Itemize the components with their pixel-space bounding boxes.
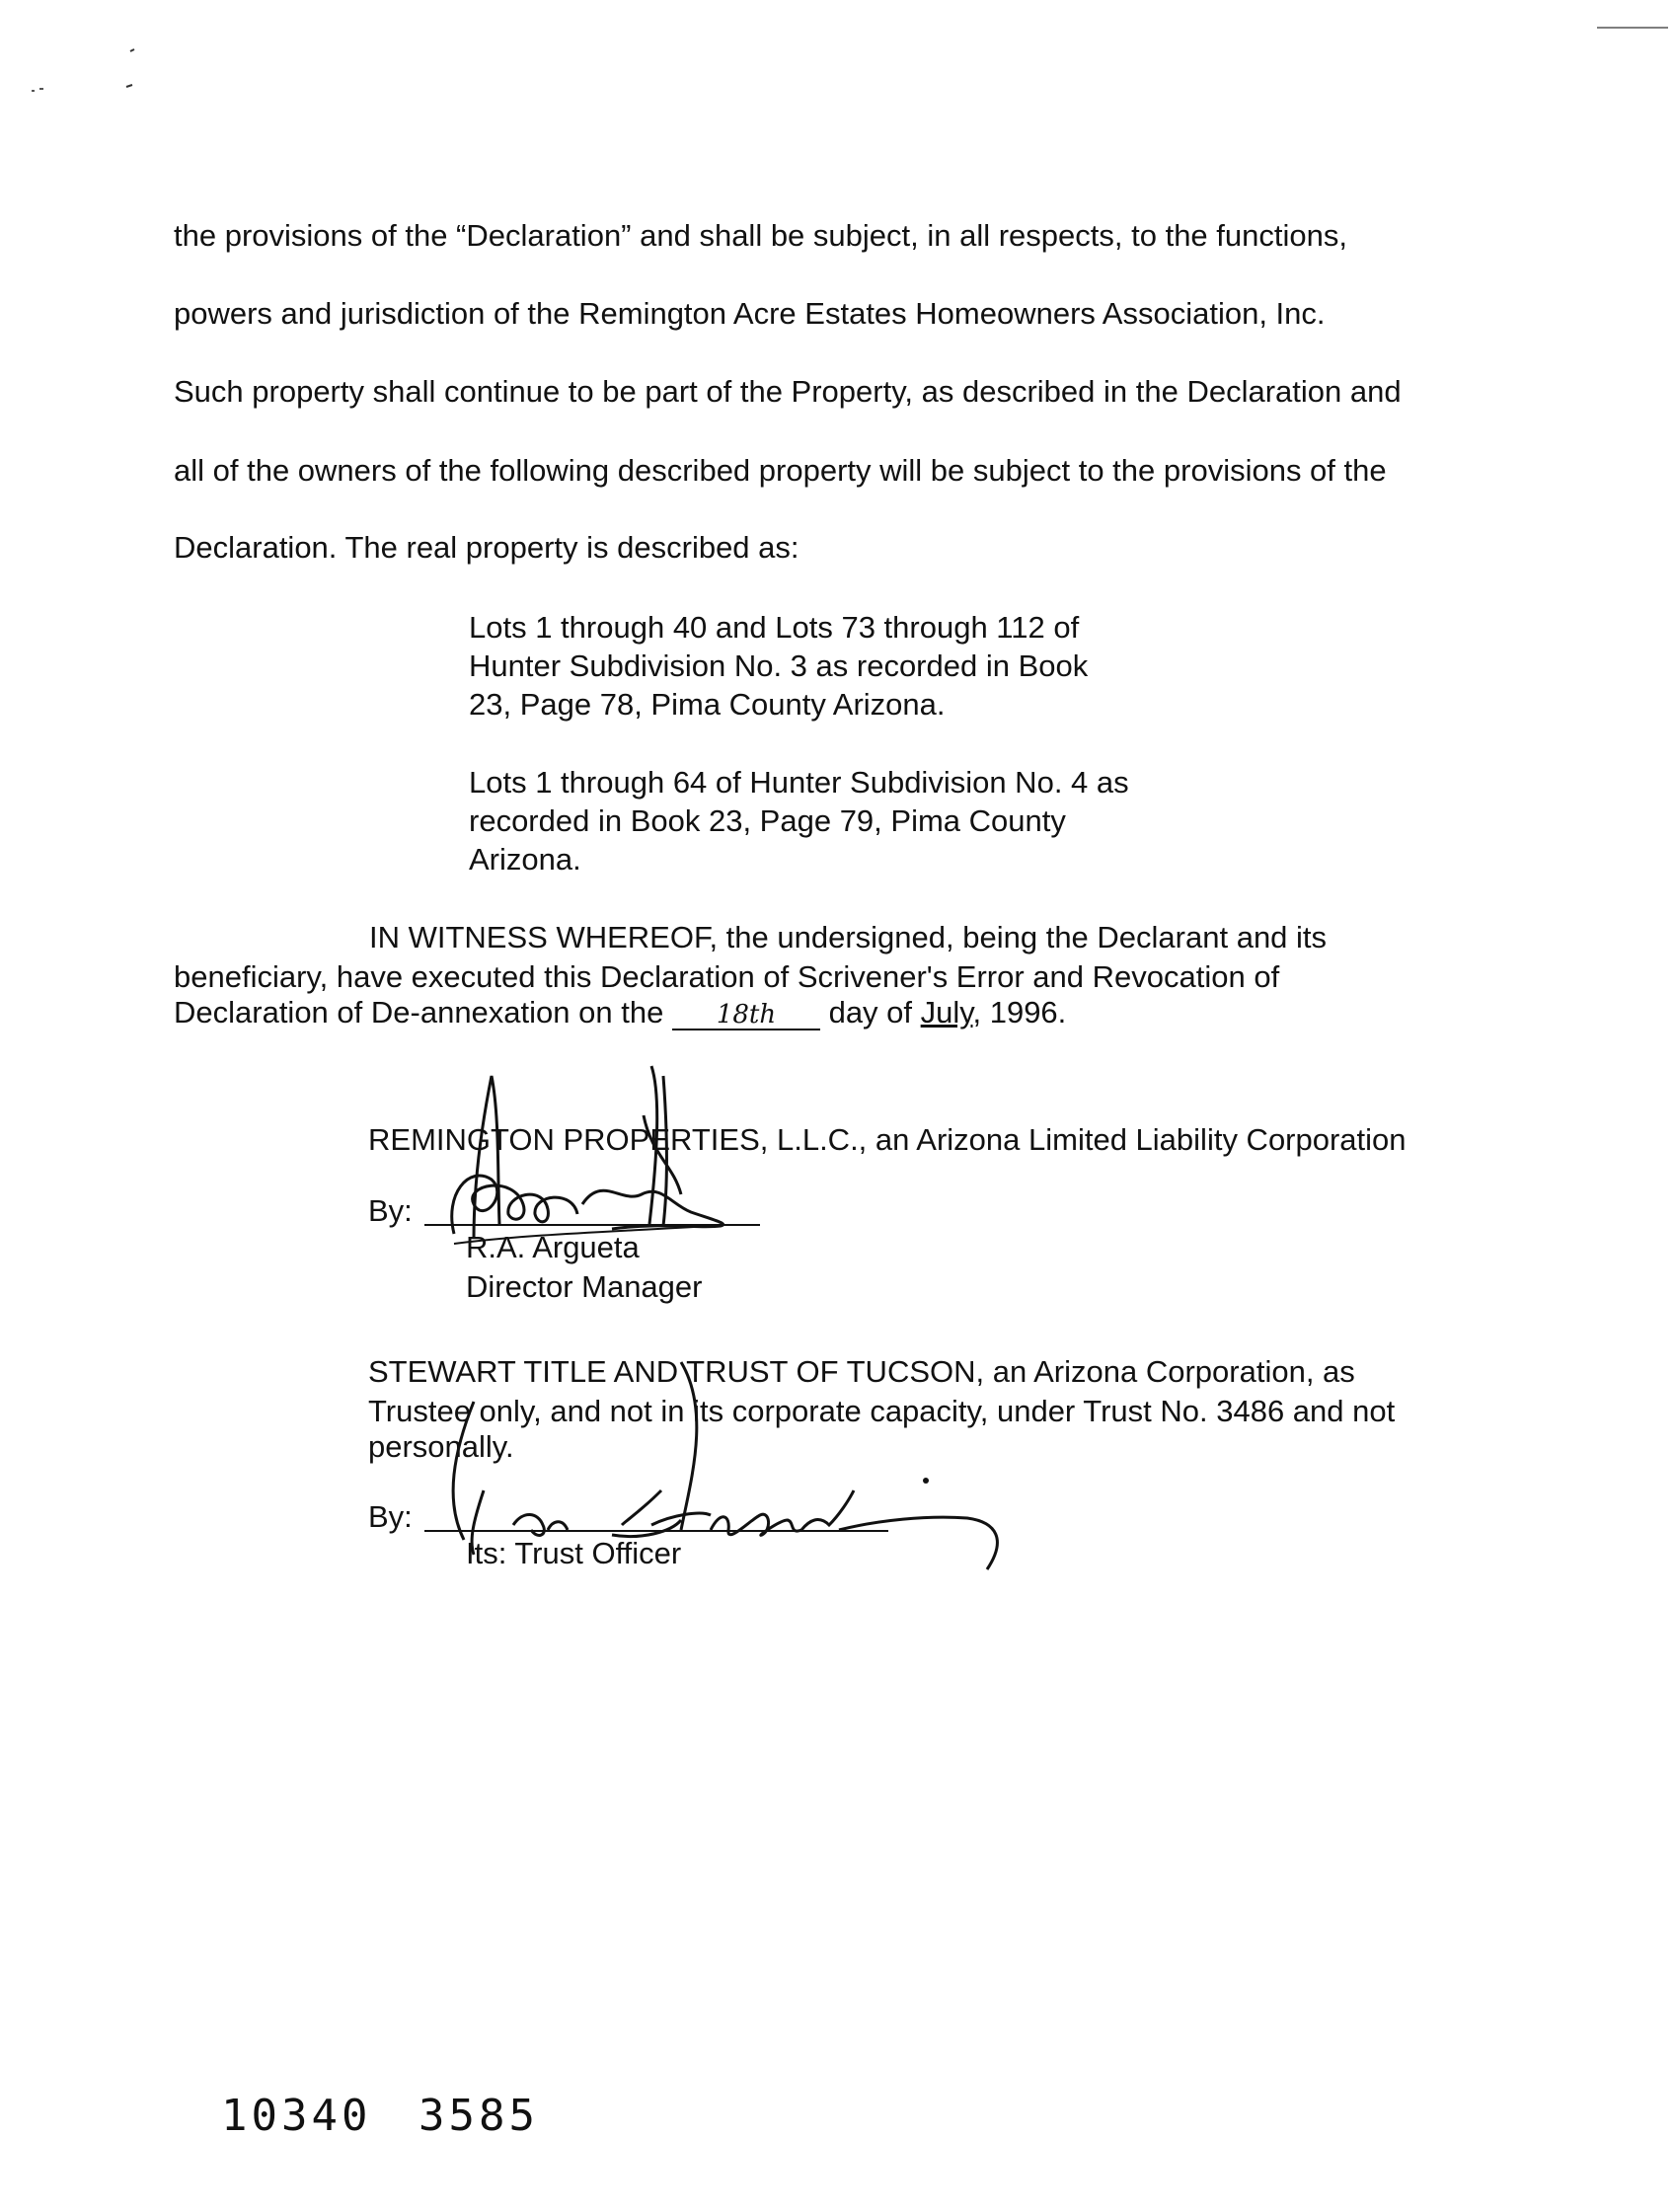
legal-1-line-3: 23, Page 78, Pima County Arizona. bbox=[469, 687, 946, 722]
recording-book-number: 10340 bbox=[221, 2091, 372, 2141]
handwritten-day: 18th bbox=[672, 1001, 820, 1030]
signatory-1-entity: REMINGTON PROPERTIES, L.L.C., an Arizona Limited Liability Corporation bbox=[368, 1122, 1407, 1157]
witness-line-1: IN WITNESS WHEREOF, the undersigned, being the Declarant and its bbox=[369, 920, 1328, 954]
signatory-2-by-label: By: bbox=[368, 1499, 413, 1534]
legal-2-line-2: recorded in Book 23, Page 79, Pima County bbox=[469, 803, 1066, 838]
body-line-4: all of the owners of the following described property will be subject to the provisions of the bbox=[174, 453, 1387, 488]
signatory-2-line-2: Trustee only, and not in its corporate capacity, under Trust No. 3486 and not bbox=[368, 1394, 1396, 1428]
signatory-1-name: R.A. Argueta bbox=[466, 1230, 640, 1264]
signatory-2-line-1: STEWART TITLE AND TRUST OF TUCSON, an Arizona Corporation, as bbox=[368, 1354, 1355, 1389]
signature-line-1 bbox=[424, 1224, 760, 1226]
legal-1-line-1: Lots 1 through 40 and Lots 73 through 112 of bbox=[469, 610, 1080, 645]
legal-1-line-2: Hunter Subdivision No. 3 as recorded in Book bbox=[469, 648, 1089, 683]
witness-line-2: beneficiary, have executed this Declaration of Scrivener's Error and Revocation of bbox=[174, 959, 1280, 994]
legal-description-2 bbox=[469, 763, 1165, 878]
signatory-2-line-3: personally. bbox=[368, 1429, 514, 1464]
signature-line-2 bbox=[424, 1530, 888, 1532]
recording-page-number: 3585 bbox=[418, 2091, 539, 2141]
body-line-1: the provisions of the “Declaration” and shall be subject, in all respects, to the functions, bbox=[174, 218, 1347, 253]
witness-month: July bbox=[920, 995, 973, 1030]
body-line-5: Declaration. The real property is described as: bbox=[174, 530, 799, 565]
signatory-1-by-label: By: bbox=[368, 1193, 413, 1228]
witness-day-of: day of bbox=[828, 995, 913, 1030]
legal-2-line-1: Lots 1 through 64 of Hunter Subdivision No. 4 as bbox=[469, 765, 1129, 800]
legal-description-1 bbox=[469, 608, 1165, 724]
signatory-1-title: Director Manager bbox=[466, 1269, 703, 1304]
body-line-3: Such property shall continue to be part of the Property, as described in the Declaration and bbox=[174, 374, 1402, 409]
witness-line-3 bbox=[174, 995, 1459, 1030]
scan-marks bbox=[0, 0, 1674, 118]
body-line-2: powers and jurisdiction of the Remington Acre Estates Homeowners Association, Inc. bbox=[174, 296, 1326, 331]
legal-2-line-3: Arizona. bbox=[469, 842, 581, 877]
witness-line-3-prefix: Declaration of De-annexation on the bbox=[174, 995, 664, 1030]
witness-year: , 1996. bbox=[972, 995, 1067, 1030]
signatory-2-title: Its: Trust Officer bbox=[466, 1536, 682, 1570]
